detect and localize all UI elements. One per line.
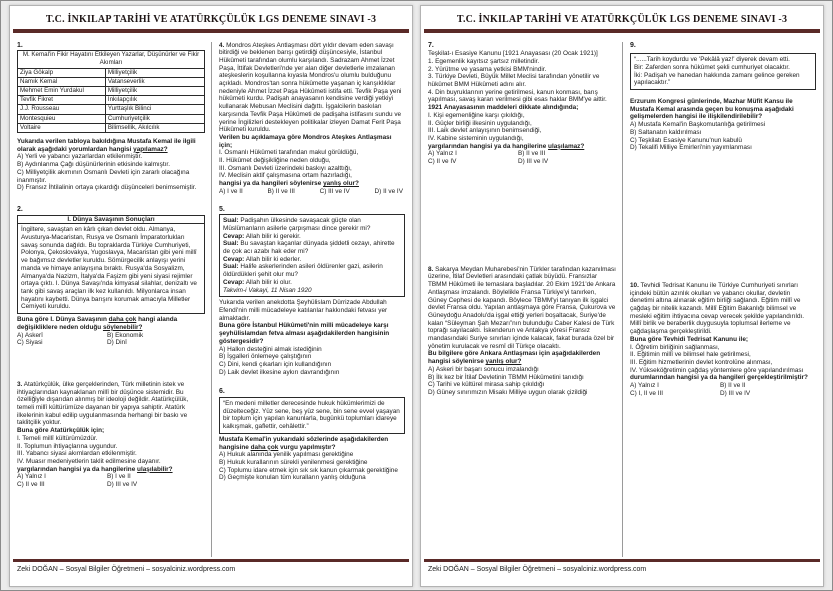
question-number: 2. [17, 205, 23, 213]
option: C) III ve IV [319, 187, 350, 195]
option: B) Hukuk kurallarının sürekli yenilenmesi gerektiğine [219, 458, 368, 466]
option: C) Siyasi [17, 339, 43, 347]
question-paragraph [428, 266, 616, 351]
text-run: yargılarından hangisi ya da hangilerine [17, 465, 138, 473]
option: D) III ve IV [518, 158, 549, 166]
text-run: 4. [219, 41, 225, 49]
table-header-row [18, 51, 205, 68]
list-item: 1. Egemenlik kayıtsız şartsız milletindir. [428, 57, 540, 65]
text-run: Bu bilgilere göre Ankara Antlaşması için aşağıdakilerden hangisi söylenirse [428, 350, 601, 366]
table-row [18, 123, 205, 132]
table-header-cell: M. Kemal'in Fikir Hayatını Etkileyen Yazarlar, Düşünürler ve Fikir Akımları [18, 51, 205, 68]
text-run: Atatürkçülük, ülke gerçeklerinden, Türk milletinin istek ve ihtiyaçlarından kaynaklanan millî bir düşünce sistemidir. Bu özelliğiyle dışarıdan alınmış bir ideoloji değildir. Atatürkçülük, temeli millî kültürümüze dayanan bir yapıya sahiptir. Atatürk ilkelerinin kabul edilip uygulanmasında herhangi bir baskı ve taklitçilik yoktur. [17, 380, 189, 427]
option: C) Tarihi ve kültürel mirasa sahip çıkıldığı [428, 381, 545, 389]
text-run: Cevap: [223, 278, 245, 286]
text-run: Sual: [223, 217, 239, 225]
table-row [18, 87, 205, 96]
roman-list [219, 149, 405, 180]
text-run: 3. [17, 380, 23, 388]
table-cell: Milliyetçilik [105, 87, 204, 96]
question-5 [219, 206, 405, 377]
question-paragraph [428, 350, 616, 365]
table-row [18, 114, 205, 123]
question-9 [630, 42, 816, 152]
option: B) İşgalleri önlemeye çalıştığının [219, 353, 312, 361]
text-run: yapılamaz? [133, 145, 168, 153]
text-run: Cevap: [223, 232, 245, 240]
text-run: daha çok [250, 443, 279, 451]
option: A) Yalnız I [428, 150, 457, 158]
question-paragraph [630, 282, 816, 336]
question-paragraph [17, 427, 205, 435]
text-run: ulaşılamaz? [548, 142, 585, 150]
info-box-line [223, 263, 401, 278]
question-paragraph [17, 316, 205, 331]
text-run: hangi alanda değişikliklere neden olduğu [17, 316, 178, 331]
option: A) Hukuk alanında yenilik yapılması gerektiğine [219, 451, 354, 459]
info-box-line [223, 217, 401, 232]
question-paragraph [219, 322, 405, 345]
option: B) Ekonomik [107, 331, 144, 339]
table-row [18, 77, 205, 86]
page-2 [420, 5, 824, 587]
info-box-line [223, 240, 401, 255]
question-number: 9. [630, 41, 636, 49]
options [428, 150, 616, 165]
list-item: 2. Yürütme ve yasama yetkisi BMM'nindir. [428, 65, 547, 73]
question-2 [17, 206, 205, 347]
option: C) Toplumu idare etmek için sık sık kanun çıkarmak gerektiğine [219, 466, 398, 474]
page-1-columns [10, 33, 412, 559]
question-paragraph [17, 138, 205, 153]
page-footer: Zeki DOĞAN – Sosyal Bilgiler Öğretmeni – sosyalciniz.wordpress.com [17, 566, 236, 573]
question-3 [17, 381, 205, 489]
question-paragraph [219, 436, 405, 451]
info-box-line [223, 233, 401, 241]
text-run: Bir: Zaferden sonra hükûmet şekli cumhuriyet olacaktır. [634, 63, 790, 71]
question-7 [428, 42, 616, 166]
options [17, 473, 205, 488]
page-title: T.C. İNKILAP TARİHİ VE ATATÜRKÇÜLÜK LGS DENEME SINAVI -3 [45, 14, 377, 25]
table-row [18, 105, 205, 114]
info-box-line [223, 279, 401, 287]
option: C) Teşkilatı Esasiye Kanunu'nun kabulü [630, 136, 742, 144]
option: A) Halkın desteğini almak istediğinin [219, 345, 322, 353]
question-6 [219, 388, 405, 482]
text-run: 10. [630, 281, 639, 289]
text-run: hangisi ya da hangileri söylenirse [219, 180, 324, 188]
question-paragraph [630, 98, 816, 121]
table-cell: Cumhuriyetçilik [105, 114, 204, 123]
question-paragraph [630, 374, 816, 382]
text-run: durumlarından hangisi ya da hangileri gerçekleştirilmiştir? [630, 374, 808, 382]
table-cell: İnkılapçılık [105, 96, 204, 105]
table-cell: Bilimsellik, Akılcılık [105, 123, 204, 132]
text-run: Buna göre Atatürkçülük için; [17, 427, 105, 435]
option: C) I, II ve III [630, 389, 664, 397]
text-run: Sakarya Meydan Muharebesi'nin Türkler tarafından kazanılması üzerine, İtilaf Devletleri arasındaki çatlak büyüdü. Fransızlar TBMM Hükûmeti ile temaslara başladılar. 20 Ekim 1921'de Ankara Antlaşması imzalandı. Böylelikle Fransa Türkiye'yi tanırken, Güney Cephesi de kapandı. Böylece TBMM'yi tanıyan ilk işgalci devlet Fransa oldu. Yapılan antlaşmaya göre Fransa, Çukurova ve Güneydoğu Anadolu'da işgal ettiği yerleri boşaltacak, Suriye'de kalan “Süleyman Şah Mezarı”nın bulunduğu Caber Kalesi de Türk toprağı sayılacaktı. İskenderun ve Antakya yöresi Fransız mandasındaki Suriye sınırları içinde kalacak, fakat burada özel bir yönetim kurulacak ve resmî dil Türkçe olacaktı. [428, 265, 616, 350]
text-run: Allah bilir ki ederler. [244, 255, 302, 263]
question-paragraph [219, 134, 405, 149]
page-footer: Zeki DOĞAN – Sosyal Bilgiler Öğretmeni – sosyalciniz.wordpress.com [428, 566, 647, 573]
list-item: I. Öğretim birliğinin sağlanması, [630, 343, 720, 351]
list-item: IV. Muasır medeniyetlerin taklit edilmesine dayanır. [17, 457, 161, 465]
text-run: Teşkilat-ı Esasiye Kanunu [1921 Anayasası (20 Ocak 1921)] [428, 50, 598, 58]
roman-list [428, 112, 616, 143]
info-box [219, 214, 405, 297]
option: D) Fransız İhtilalinin ortaya çıkardığı düşünceleri benimsemiştir. [17, 184, 197, 192]
question-8 [428, 266, 616, 397]
text-run: Erzurum Kongresi günlerinde, Mazhar Müfit Kansu ile Mustafa Kemal arasında geçen bu konuşma aşağıdaki gelişmelerden hangisi ile ilişkilendirilebilir? [630, 98, 794, 121]
option: C) II ve IV [428, 158, 457, 166]
info-box-line [223, 400, 401, 431]
option: D) Geçmişte konulan tüm kuralların yanlış olduğuna [219, 474, 366, 482]
info-box-line [21, 226, 201, 311]
list-item: 3. Türkiye Devleti, Büyük Millet Meclisi tarafından yönetilir ve hükûmet BMM Hükûmeti adını alır. [428, 73, 600, 89]
question-paragraph [219, 180, 405, 188]
options [17, 153, 205, 192]
option: D) Tekalifi Milliye Emirleri'nin yayımlanması [630, 144, 752, 152]
table-cell: Montesquieu [18, 114, 106, 123]
text-run: yanlış olur? [323, 180, 359, 188]
table-cell: Namık Kemal [18, 77, 106, 86]
text-run: 8. [428, 265, 434, 273]
question-paragraph [17, 466, 205, 474]
text-run: daha çok [108, 316, 137, 324]
text-run: Buna göre İstanbul Hükûmeti'nin milli mücadeleye karşı şeyhülislamdan fetva alması aşağıdakilerden hangisinin göstergesidir? [219, 322, 390, 345]
text-run: Sual: [223, 240, 239, 248]
page-2-column-right [622, 42, 816, 557]
list-item: I. Kişi egemenliğine karşı çıkıldığı, [428, 111, 525, 119]
table-cell: Tevfik Fikret [18, 96, 106, 105]
question-number: 6. [219, 388, 225, 396]
info-box-line [634, 64, 812, 72]
text-run: Padişahın ülkesinde savaşacak güçte olan Müslümanların asilerle çarpışması dince gerekir mi? [223, 217, 371, 232]
list-item: IV. Meclisin aktif çalışmasına ortam hazırladığı, [219, 172, 352, 180]
option: D) III ve IV [107, 481, 138, 489]
option: A) Askeri bir başarı sonucu imzalandığı [428, 365, 539, 373]
page-1 [9, 5, 413, 587]
list-item: III. Osmanlı Devleti üzerindeki baskıyı azalttığı, [219, 164, 352, 172]
table-row [18, 96, 205, 105]
list-item: II. Toplumun ihtiyaçlarına uygundur. [17, 442, 118, 450]
list-item: III. Laik devlet anlayışının benimsendiği, [428, 127, 542, 135]
text-run: Bu savaştan kaçanlar dünyada şiddetli cezayı, ahirette de çok acı azabı hak eder mi? [223, 240, 395, 256]
text-run: yanlış olur? [485, 358, 522, 366]
options [219, 451, 405, 482]
option: D) Güney sınırımızın Misakı Milliye uygun olarak çizildiği [428, 389, 588, 396]
question-paragraph [630, 336, 816, 344]
text-run: Allah bilir ki olur. [244, 278, 292, 286]
table-cell: Yurttaşlık Bilinci [105, 105, 204, 114]
option: B) Saltanatın kaldırılması [630, 128, 702, 136]
text-run: Mondros Ateşkes Antlaşması dört yıldır devam eden savaşı bitirdiği ve beklenen barışı getirdiği düşüncesiyle, İstanbul Hükûmeti tarafından olumlu karşılandı. Sadrazam Ahmet İzzet Paşa, İttifak Devletleri'nde yer alan diğer devletlerle imzalanan ateşkeslerin koşullarına kıyasla Mondros'u olumlu bulduğunu açıkladı. Mondros'tan sonra hükûmette yaşanan iç karışıklıklar nedeniyle Ahmet İzzet Paşa Hükûmeti istifa etti. Tevfik Paşa yeni hükûmeti kurdu. Padişah anayasanın kendisine verdiği yetkiyi kullanarak Mebusan Meclisini dağıttı. İşgalcilerin baskıları karşısında Tevfik Paşa Hükûmeti de padişaha istifasını sundu ve yerine İngilizleri destekleyen politikalar izleyen Damat Ferit Paşa Hükûmeti kuruldu. [219, 41, 402, 134]
list-item: II. Hükûmet değişikliğine neden olduğu, [219, 157, 331, 165]
question-10 [630, 282, 816, 398]
text-run: İki: Padişah ve hanedan hakkında zamanı gelince gereken yapılacaktır.” [634, 71, 800, 87]
option: B) II ve III [267, 187, 295, 195]
list-item: IV. Yükseköğretimin çağdaş yöntemlere göre yapılandırılması [630, 366, 804, 374]
info-box [219, 397, 405, 434]
option: A) Yalnız I [630, 382, 659, 390]
question-paragraph [219, 42, 405, 134]
page-2-column-left [428, 42, 622, 557]
question-paragraph [17, 381, 205, 427]
text-run: Halife askerlerinden asileri öldürenler gazi, asilerin öldürdükleri şehit olur mu? [223, 263, 383, 279]
question-paragraph [428, 50, 616, 58]
text-run: Tevhidi Tedrisat Kanunu ile Türkiye Cumhuriyeti sınırları içindeki bütün azınlık okulları ve yabancı okullar, devletin denetimi altına alınarak eğitim birliği sağlandı. Eğitim millî ve çağdaş bir nitelik kazandı. Millî Eğitim Bakanlığı bilimsel ve mesleki eğitim ihtiyacına cevap verecek şekilde yapılandırıldı. Millî birlik ve beraberlik duygusuyla toplumsal ilerleme ve çağdaşlaşma gerçekleştirildi. [630, 281, 805, 336]
page-title: T.C. İNKILAP TARİHİ VE ATATÜRKÇÜLÜK LGS DENEME SINAVI -3 [456, 14, 788, 25]
text-run: Buna göre Tevhidi Tedrisat Kanunu ile; [630, 335, 749, 343]
question-4 [219, 42, 405, 196]
table-cell: Ziya Gökalp [18, 68, 106, 77]
option: C) II ve III [17, 481, 45, 489]
text-run: Buna göre I. Dünya Savaşının [17, 316, 109, 324]
roman-list [630, 344, 816, 375]
text-run: “En medeni milletler derecesinde hukuk hükümlerimizi de düzelteceğiz. Yüz sene, beş yüz sene, bin sene evvel yaşayan bir toplum için yapılan kanunlarla, bugünkü toplumları idareye kalkışmak, gaflettir, cehâlettir.” [223, 400, 400, 431]
info-box [17, 215, 205, 314]
text-run: Sual: [223, 263, 239, 271]
question-1 [17, 42, 205, 192]
table-cell: Mehmet Emin Yurdakul [18, 87, 106, 96]
option: B) İlk kez bir İtilaf Devletinin TBMM Hükûmetini tanıdığı [428, 373, 584, 381]
list-item: II. Eğitimin millî ve bilimsel hale getirilmesi, [630, 351, 751, 359]
text-run: Yukarıda verilen tabloya bakıldığına Mustafa Kemal ile ilgili olarak aşağıdaki yorumlardan hangisi [17, 138, 196, 153]
option: D) III ve IV [720, 389, 751, 397]
page-1-column-right [211, 42, 405, 557]
list-item: III. Yabancı siyasi akımlardan etkilenmiştir. [17, 450, 137, 458]
options [17, 332, 205, 347]
list-item: I. Osmanlı Hükûmeti tarafından makul görüldüğü, [219, 149, 359, 157]
info-box-line [223, 287, 401, 295]
text-run: söylenebilir? [102, 323, 143, 331]
option: A) Yerli ve yabancı yazarlardan etkilenmiştir. [17, 153, 143, 161]
table-cell: Vatanseverlik [105, 77, 204, 86]
option: A) Yalnız I [17, 473, 46, 481]
list-item: III. Eğitim hizmetlerinin devlet kontrolüne alınması, [630, 358, 773, 366]
roman-list [428, 58, 616, 104]
option: A) I ve II [219, 187, 243, 195]
text-run: Yukarıda verilen anekdotta Şeyhülislam Dürrizade Abdullah Efendi'nin milli mücadeleye katılanlar hakkındaki fetvası yer almaktadır. [219, 299, 388, 322]
option: B) Aydınlanma Çağı düşünürlerinin etkisinde kalmıştır. [17, 161, 170, 169]
table-row [18, 68, 205, 77]
question-number: 1. [17, 41, 23, 49]
text-run: Takvim-i Vakayi, 11 Nisan 1920 [223, 286, 312, 294]
page-1-column-left [17, 42, 211, 557]
text-run: Cevap: [223, 255, 245, 263]
page-2-columns [421, 33, 823, 559]
info-box-line [634, 72, 812, 87]
roman-list [17, 435, 205, 466]
table-cell: Milliyetçilik [105, 68, 204, 77]
option: B) II ve III [518, 150, 546, 158]
table-cell: Voltaire [18, 123, 106, 132]
options [428, 366, 616, 397]
options [630, 382, 816, 397]
question-number: 5. [219, 205, 225, 213]
option: D) II ve IV [374, 187, 403, 195]
option: A) Mustafa Kemal'in Başkomutanlığa getirilmesi [630, 121, 766, 129]
list-item: I. Temeli millî kültürümüzdür. [17, 434, 98, 442]
text-run: Verilen bu açıklamaya göre Mondros Ateşkes Antlaşması için; [219, 133, 392, 149]
option: B) II ve II [720, 382, 746, 390]
options [219, 188, 405, 196]
question-paragraph [219, 299, 405, 322]
info-box-line [223, 256, 401, 264]
text-run: yargılarından hangisi ya da hangilerine [428, 142, 549, 150]
option: D) Laik devlet ilkesine aykırı davrandığının [219, 368, 340, 376]
data-table [17, 50, 205, 133]
question-number: 7. [428, 41, 434, 49]
option: D) Dinî [107, 339, 127, 347]
option: A) Askerî [17, 331, 43, 339]
text-run: vurgu yapılmıştır? [278, 443, 336, 451]
question-paragraph [428, 104, 616, 112]
text-run: İngiltere, savaştan en kârlı çıkan devlet oldu. Almanya, Avusturya-Macaristan, Rusya ve Osmanlı İmparatorlukları savaş sonunda dağıldı. Bu topraklarda Türkiye Cumhuriyeti, Polonya, Çekoslovakya, Yugoslavya, Macaristan gibi yeni millî ve bağımsız devletler kuruldu. Sömürgecilik anlayışı yerini manda ve himaye anlayışına bıraktı. Rusya'da Sosyalizm, Almanya'da Nazizm, İtalya'da Faşizm gibi yeni siyasi rejimler ortaya çıktı. I. Dünya Savaşı'nda kimyasal silahlar, denizaltı ve tank gibi savaş araçları ilk kez kullanıldı. Milyonlarca insan hayatını kaybetti. Dünya barışını korumak amacıyla Milletler Cemiyeti kuruldu. [21, 226, 197, 311]
option: C) Dini, kendi çıkarları için kullandığının [219, 360, 332, 368]
options [219, 346, 405, 377]
list-item: 4. Din buyruklarının yerine getirilmesi, kanun konması, barış yapılması, savaş kararı verilmesi gibi esas haklar BMM'ye aittir. [428, 88, 607, 104]
options [630, 121, 816, 152]
question-paragraph [428, 143, 616, 151]
text-run: Mustafa Kemal'in yukarıdaki sözlerinde aşağıdakilerden hangisine [219, 435, 389, 451]
option: C) Milliyetçilik akımının Osmanlı Devleti için zararlı olacağına inanmıştır. [17, 168, 190, 184]
info-box-line [634, 56, 812, 64]
info-box-header: I. Dünya Savaşının Sonuçları [18, 216, 204, 225]
table-cell: J.J. Rousseau [18, 105, 106, 114]
text-run: 1921 Anayasasının maddeleri dikkate alındığında; [428, 104, 579, 112]
text-run: “......Tarih koydurdu ve 'Pekâlâ yaz!' diyerek devam etti. [634, 56, 790, 64]
option: B) I ve II [107, 473, 131, 481]
list-item: IV. Kabine sisteminin uygulandığı, [428, 134, 524, 142]
text-run: Allah bilir ki gerekir. [244, 232, 301, 240]
info-box [630, 53, 816, 90]
text-run: ulaşılabilir? [137, 465, 173, 473]
list-item: II. Güçler birliği ilkesinin uygulandığı, [428, 119, 532, 127]
